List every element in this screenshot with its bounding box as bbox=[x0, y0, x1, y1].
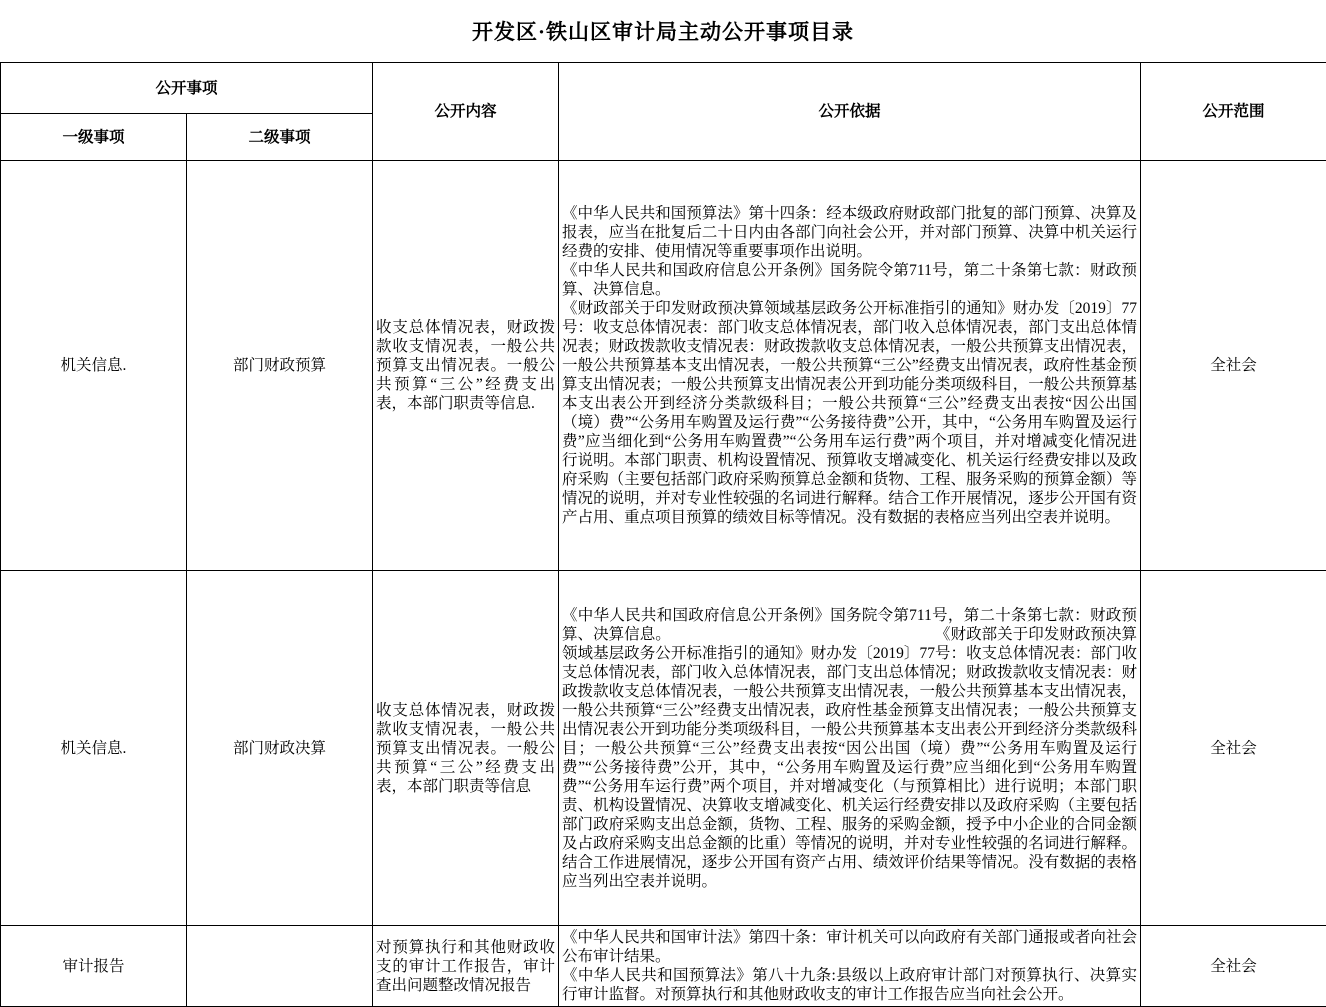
level1-cell: 机关信息. bbox=[1, 161, 187, 571]
content-text: 收支总体情况表，财政拨款收支情况表，一般公共预算支出情况表。一般公共预算“三公”经费支出表，本部门职责等信息 bbox=[376, 701, 555, 796]
table-row bbox=[1, 161, 1326, 571]
basis-cell bbox=[559, 161, 1141, 571]
basis-cell bbox=[559, 926, 1141, 1007]
scope-cell: 全社会 bbox=[1141, 926, 1326, 1007]
basis-paragraph: 《中华人民共和国预算法》第十四条：经本级政府财政部门批复的部门预算、决算及报表，应当在批复后二十日内由各部门向社会公开，并对部门预算、决算中机关运行经费的安排、使用情况等重要事项作出说明。 bbox=[562, 204, 1137, 261]
header-level1-item: 一级事项 bbox=[1, 114, 187, 161]
header-disclosure-items: 公开事项 bbox=[1, 63, 373, 114]
basis-paragraph: 《中华人民共和国预算法》第八十九条:县级以上政府审计部门对预算执行、决算实行审计监督。对预算执行和其他财政收支的审计工作报告应当向社会公开。 bbox=[562, 966, 1137, 1004]
header-disclosure-basis: 公开依据 bbox=[559, 63, 1141, 161]
header-level2-item: 二级事项 bbox=[187, 114, 373, 161]
basis-paragraph: 《中华人民共和国审计法》第四十条：审计机关可以向政府有关部门通报或者向社会公布审计结果。 bbox=[562, 928, 1137, 966]
header-disclosure-scope: 公开范围 bbox=[1141, 63, 1326, 161]
scope-cell: 全社会 bbox=[1141, 161, 1326, 571]
scope-cell: 全社会 bbox=[1141, 571, 1326, 926]
header-row-top bbox=[1, 63, 1326, 114]
level1-cell: 审计报告 bbox=[1, 926, 187, 1007]
disclosure-catalog-table bbox=[0, 62, 1326, 1007]
table-row bbox=[1, 571, 1326, 926]
basis-paragraph: 《中华人民共和国政府信息公开条例》国务院令第711号，第二十条第七款：财政预算、决算信息。 bbox=[562, 261, 1137, 299]
content-text: 对预算执行和其他财政收支的审计工作报告，审计查出问题整改情况报告 bbox=[376, 938, 555, 995]
level1-cell: 机关信息. bbox=[1, 571, 187, 926]
table-row bbox=[1, 926, 1326, 1007]
content-cell bbox=[373, 161, 559, 571]
basis-cell bbox=[559, 571, 1141, 926]
basis-paragraph: 《财政部关于印发财政预决算领域基层政务公开标准指引的通知》财办发〔2019〕77号：收支总体情况表：部门收支总体情况表，部门收入总体情况表，部门支出总体情况表；财政拨款收支情况表：财政拨款收支总体情况表，一般公共预算支出情况表，一般公共预算基本支出情况表，一般公共预算“三公”经费支出情况表，政府性基金预算支出情况表；一般公共预算支出情况表公开到功能分类项级科目，一般公共预算基本支出表公开到经济分类款级科目；一般公共预算“三公”经费支出表按“因公出国（境）费”“公务用车购置及运行费”“公务接待费”公开，其中，“公务用车购置及运行费”应当细化到“公务用车购置费”“公务用车运行费”两个项目，并对增减变化情况进行说明。本部门职责、机构设置情况、预算收支增减变化、机关运行经费安排以及政府采购（主要包括部门政府采购预算总金额和货物、工程、服务采购的预算金额）等情况的说明，并对专业性较强的名词进行解释。结合工作开展情况，逐步公开国有资产占用、重点项目预算的绩效目标等情况。没有数据的表格应当列出空表并说明。 bbox=[562, 299, 1137, 527]
title-band bbox=[0, 0, 1326, 62]
content-cell bbox=[373, 571, 559, 926]
header-disclosure-content: 公开内容 bbox=[373, 63, 559, 161]
level2-cell: 部门财政预算 bbox=[187, 161, 373, 571]
page-title: 开发区·铁山区审计局主动公开事项目录 bbox=[472, 16, 854, 46]
level2-cell bbox=[187, 926, 373, 1007]
level2-cell: 部门财政决算 bbox=[187, 571, 373, 926]
content-text: 收支总体情况表，财政拨款收支情况表，一般公共预算支出情况表。一般公共预算“三公”经费支出表，本部门职责等信息. bbox=[376, 318, 555, 413]
content-cell bbox=[373, 926, 559, 1007]
basis-paragraph: 《中华人民共和国政府信息公开条例》国务院令第711号，第二十条第七款：财政预算、决算信息。 《财政部关于印发财政预决算领域基层政务公开标准指引的通知》财办发〔2019〕77号：收支总体情况表：部门收支总体情况表，部门收入总体情况表，部门支出总体情况；财政拨款收支情况表：财政拨款收支总体情况表，一般公共预算支出情况表，一般公共预算基本支出情况表，一般公共预算“三公”经费支出情况表，政府性基金预算支出情况表；一般公共预算支出情况表公开到功能分类项级科目，一般公共预算基本支出表公开到经济分类款级科目；一般公共预算“三公”经费支出表按“因公出国（境）费”“公务用车购置及运行费”“公务接待费”公开，其中，“公务用车购置及运行费”应当细化到“公务用车购置费”“公务用车运行费”两个项目，并对增减变化（与预算相比）进行说明；本部门职责、机构设置情况、决算收支增减变化、机关运行经费安排以及政府采购（主要包括部门政府采购支出总金额，货物、工程、服务的采购金额，授予中小企业的合同金额及占政府采购支出总金额的比重）等情况的说明，并对专业性较强的名词进行解释。结合工作进展情况，逐步公开国有资产占用、绩效评价结果等情况。没有数据的表格应当列出空表并说明。 bbox=[562, 606, 1137, 891]
